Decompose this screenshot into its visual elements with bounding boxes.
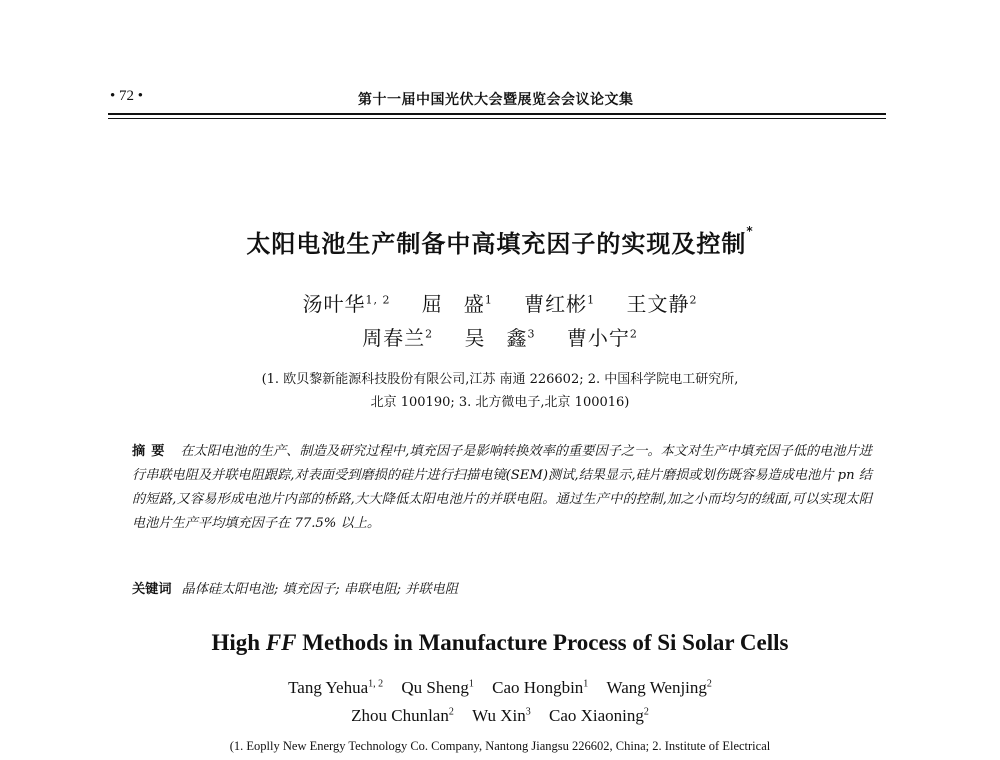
page-number: • 72 •: [110, 88, 144, 104]
header-rule-thick: [108, 113, 886, 115]
author-zh: 吴 鑫$^3$: [464, 326, 536, 350]
abstract-zh: [132, 440, 872, 536]
authors-zh-line1: [0, 288, 1000, 317]
title-text: 太阳电池生产制备中高填充因子的实现及控制: [246, 230, 747, 258]
authors-zh-line2: [0, 322, 1000, 351]
author-en: Tang Yehua$^{1, 2}$: [288, 678, 384, 697]
author-zh: 周春兰$^2$: [362, 326, 434, 350]
journal-title: 第十一届中国光伏大会暨展览会会议论文集: [358, 92, 634, 108]
abstract-label: 摘要: [132, 444, 171, 459]
author-en: Zhou Chunlan$^2$: [351, 706, 454, 725]
paper-title-zh: [0, 224, 1000, 259]
keywords-text: 晶体硅太阳电池; 填充因子; 串联电阻; 并联电阻: [181, 582, 459, 597]
keywords-zh: [132, 578, 872, 597]
title-footnote-mark: *: [746, 224, 754, 238]
author-en: Cao Hongbin$^1$: [492, 678, 589, 697]
author-en: Cao Xiaoning$^2$: [548, 706, 649, 725]
paper-title-en: High FF Methods in Manufacture Process of Si Solar Cells: [211, 630, 789, 655]
authors-en-line2: [0, 706, 1000, 726]
running-head: [110, 88, 884, 112]
author-zh: 王文静$^2$: [626, 292, 698, 316]
author-zh: 屈 盛$^1$: [421, 292, 493, 316]
authors-en-line1: [0, 678, 1000, 698]
affiliation-en-line1: (1. Eoplly New Energy Technology Co. Company, Nantong Jiangsu 226602, China; 2. Institute of Electrical: [229, 739, 771, 753]
author-en: Qu Sheng$^1$: [401, 678, 474, 697]
abstract-text: 在太阳电池的生产、制造及研究过程中,填充因子是影响转换效率的重要因子之一。本文对生产中填充因子低的电池片进行串联电阻及并联电阻跟踪,对表面受到磨损的硅片进行扫描电镜(SEM)测试,结果显示,硅片磨损或划伤既容易造成电池片 pn 结的短路,又容易形成电池片内部的桥路,大大降低太阳电池片的并联电阻。通过生产中的控制,加之小而均匀的绒面,可以实现太阳电池片生产平均填充因子在 77.5% 以上。: [132, 444, 872, 531]
author-zh: 曹红彬$^1$: [524, 292, 596, 316]
author-en: Wu Xin$^3$: [472, 706, 531, 725]
keywords-label: 关键词: [132, 582, 172, 597]
author-en: Wang Wenjing$^2$: [606, 678, 712, 697]
header-rule-thin: [108, 118, 886, 119]
author-zh: 曹小宁$^2$: [566, 326, 638, 350]
affiliation-zh-line1: (1. 欧贝黎新能源科技股份有限公司,江苏 南通 226602; 2. 中国科学院电工研究所,: [261, 372, 739, 387]
ff-abbrev: FF: [265, 630, 297, 655]
affiliation-zh-line2: 北京 100190; 3. 北方微电子,北京 100016): [370, 395, 630, 410]
author-zh: 汤叶华$^{1, 2}$: [302, 292, 391, 316]
